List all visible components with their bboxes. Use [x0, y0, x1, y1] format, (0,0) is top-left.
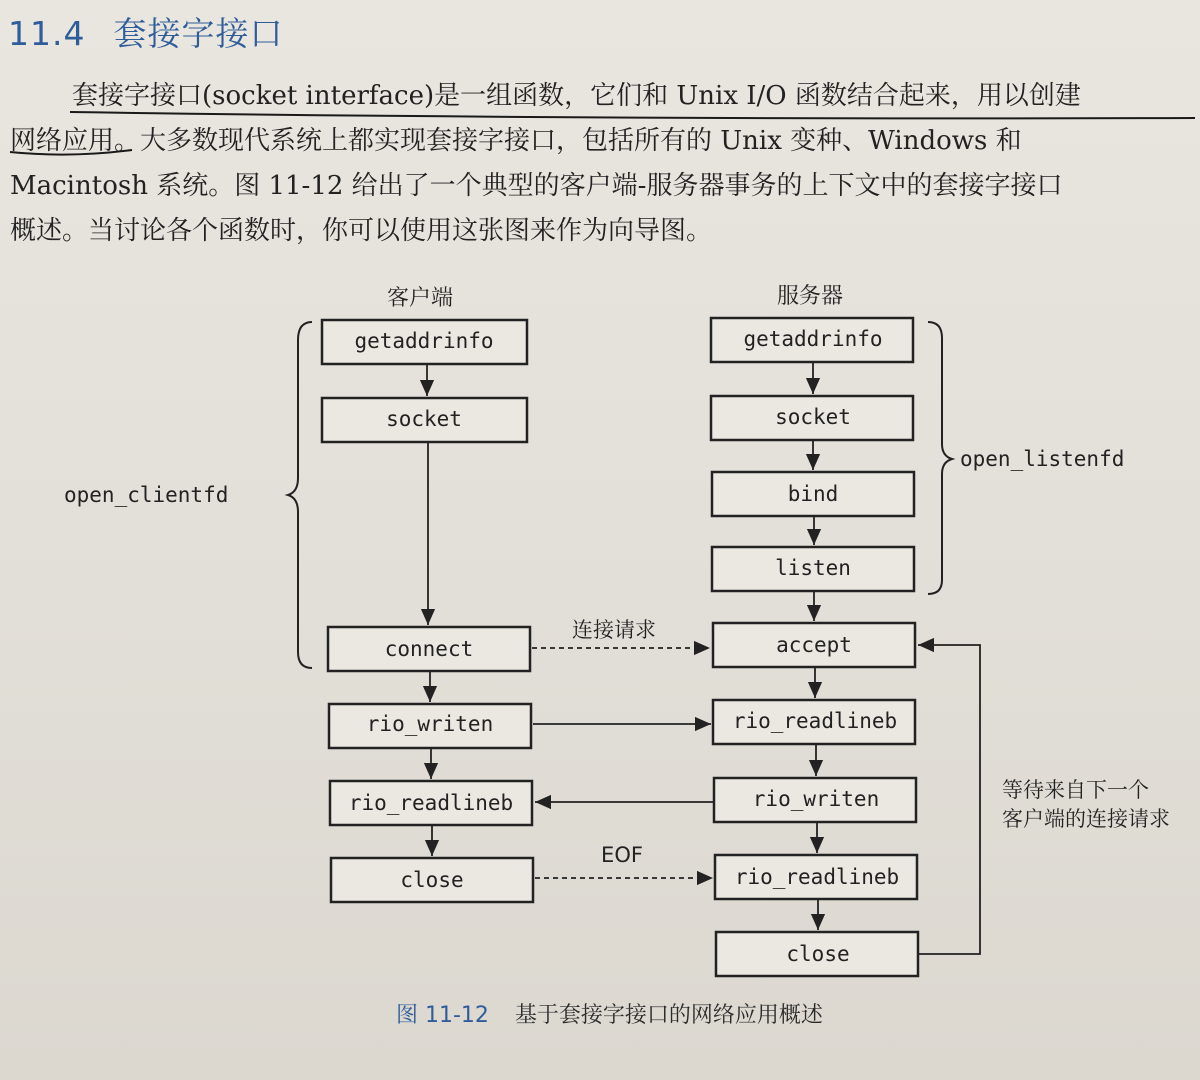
server-rio-readlineb-label: rio_readlineb — [732, 709, 898, 733]
client-rio-writen-label: rio_writen — [366, 712, 494, 736]
server-socket-label: socket — [775, 405, 851, 429]
client-close-label: close — [400, 868, 464, 892]
client-group-label: open_clientfd — [64, 483, 229, 507]
eof-label: EOF — [601, 843, 643, 867]
client-getaddrinfo-label: getaddrinfo — [354, 329, 494, 353]
client-group-brace — [288, 322, 312, 668]
server-listen-label: listen — [775, 556, 851, 580]
server-close-label: close — [786, 942, 850, 966]
server-bind-label: bind — [787, 482, 839, 506]
wait-label-line-1: 等待来自下一个 — [1002, 778, 1149, 802]
server-group-label: open_listenfd — [960, 447, 1125, 471]
client-header: 客户端 — [386, 286, 454, 311]
section-title: 套接字接口 — [113, 14, 284, 53]
paragraph-line-1: 套接字接口(socket interface)是一组函数，它们和 Unix I/O 函数结合起来，用以创建 — [72, 81, 1081, 111]
paragraph-line-3: Macintosh 系统。图 11-12 给出了一个典型的客户端-服务器事务的上下文中的套接字接口 — [10, 171, 1063, 201]
paragraph-line-2: 网络应用。大多数现代系统上都实现套接字接口，包括所有的 Unix 变种、Windows 和 — [10, 126, 1022, 156]
wait-label-line-2: 客户端的连接请求 — [1002, 807, 1170, 831]
client-connect-label: connect — [384, 637, 474, 661]
figure-number: 图 11-12 — [396, 1003, 489, 1028]
connect-request-label: 连接请求 — [572, 618, 656, 642]
server-accept-label: accept — [776, 633, 852, 657]
server-header: 服务器 — [776, 284, 844, 309]
server-group-brace — [928, 322, 952, 594]
server-getaddrinfo-label: getaddrinfo — [743, 327, 883, 351]
client-socket-label: socket — [386, 407, 462, 431]
section-number: 11.4 — [8, 14, 86, 53]
server-rio-writen-label: rio_writen — [752, 787, 880, 811]
server-rio-readlineb-2-label: rio_readlineb — [734, 865, 900, 889]
figure-caption-text: 基于套接字接口的网络应用概述 — [514, 1003, 823, 1028]
client-rio-readlineb-label: rio_readlineb — [348, 791, 514, 815]
paragraph-line-4: 概述。当讨论各个函数时，你可以使用这张图来作为向导图。 — [10, 216, 713, 246]
wait-next-loop-arrow — [918, 645, 980, 954]
figure-caption — [396, 998, 823, 1029]
